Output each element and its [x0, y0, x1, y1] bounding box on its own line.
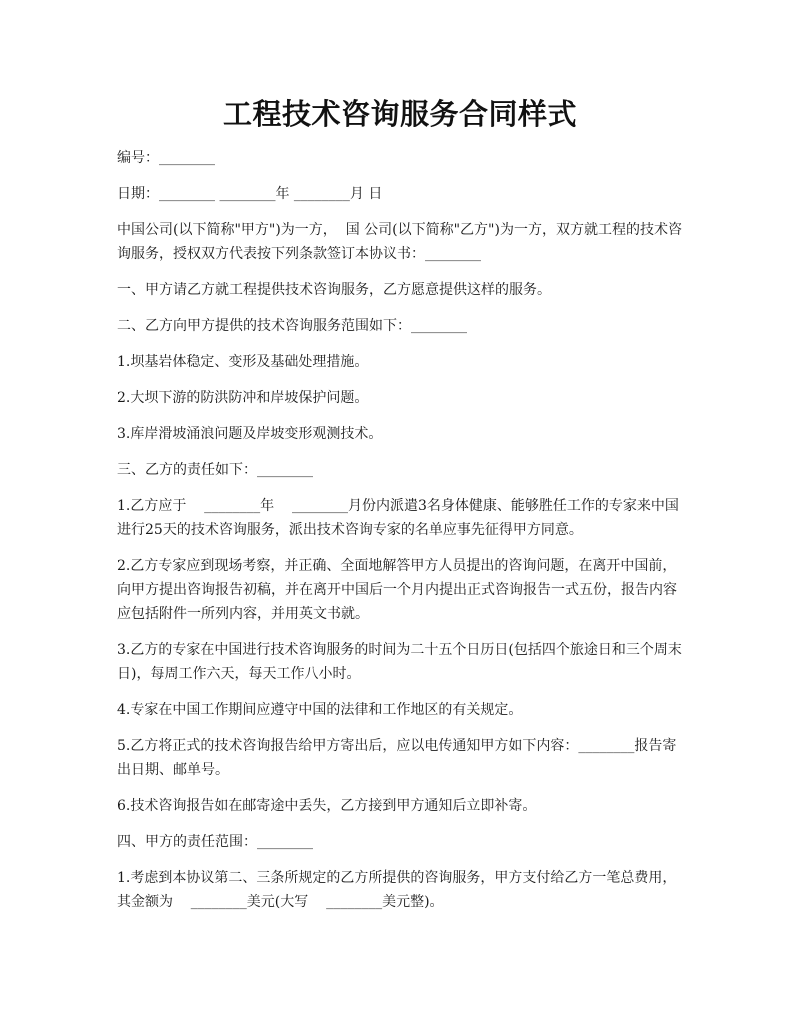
clause-2-item-1: 1.坝基岩体稳定、变形及基础处理措施。	[117, 354, 369, 370]
contract-number: 编号：________	[117, 150, 215, 166]
clause-2-item-3: 3.库岸滑坡涌浪问题及岸坡变形观测技术。	[117, 426, 383, 442]
clause-3-item-2: 2.乙方专家应到现场考察，并正确、全面地解答甲方人员提出的咨询问题，在离开中国前，向甲方提出咨询报告初稿，并在离开中国后一个月内提出正式咨询报告一式五份，报告内容应包括附件一所列内容，并用英文书就。	[117, 558, 677, 622]
clause-3-item-3: 3.乙方的专家在中国进行技术咨询服务的时间为二十五个日历日(包括四个旅途日和三个周末日)，每周工作六天，每天工作八小时。	[117, 642, 682, 682]
clause-3-item-4: 4.专家在中国工作期间应遵守中国的法律和工作地区的有关规定。	[117, 702, 523, 718]
clause-4-heading: 四、甲方的责任范围：________	[117, 834, 313, 850]
document-title: 工程技术咨询服务合同样式	[222, 97, 577, 131]
clause-2-heading: 二、乙方向甲方提供的技术咨询服务范围如下：________	[117, 318, 467, 334]
clause-1: 一、甲方请乙方就工程提供技术咨询服务，乙方愿意提供这样的服务。	[117, 282, 551, 298]
clause-3-item-5: 5.乙方将正式的技术咨询报告给甲方寄出后，应以电传通知甲方如下内容：________报告寄出日期、邮单号。	[117, 738, 677, 778]
clause-3-item-6: 6.技术咨询报告如在邮寄途中丢失，乙方接到甲方通知后立即补寄。	[117, 798, 537, 814]
preamble-paragraph: 中国公司(以下简称"甲方")为一方， 国 公司(以下简称"乙方")为一方，双方就工程的技术咨询服务，授权双方代表按下列条款签订本协议书：________	[117, 222, 682, 262]
clause-3-item-1: 1.乙方应于 ________年 ________月份内派遣3名身体健康、能够胜任工作的专家来中国进行25天的技术咨询服务，派出技术咨询专家的名单应事先征得甲方同意。	[117, 498, 679, 538]
clause-4-item-1: 1.考虑到本协议第二、三条所规定的乙方所提供的咨询服务，甲方支付给乙方一笔总费用，其金额为 ________美元(大写 ________美元整)。	[117, 870, 677, 910]
contract-date: 日期：________ ________年 ________月 日	[117, 186, 383, 202]
clause-3-heading: 三、乙方的责任如下：________	[117, 462, 313, 478]
clause-2-item-2: 2.大坝下游的防洪防冲和岸坡保护问题。	[117, 390, 369, 406]
